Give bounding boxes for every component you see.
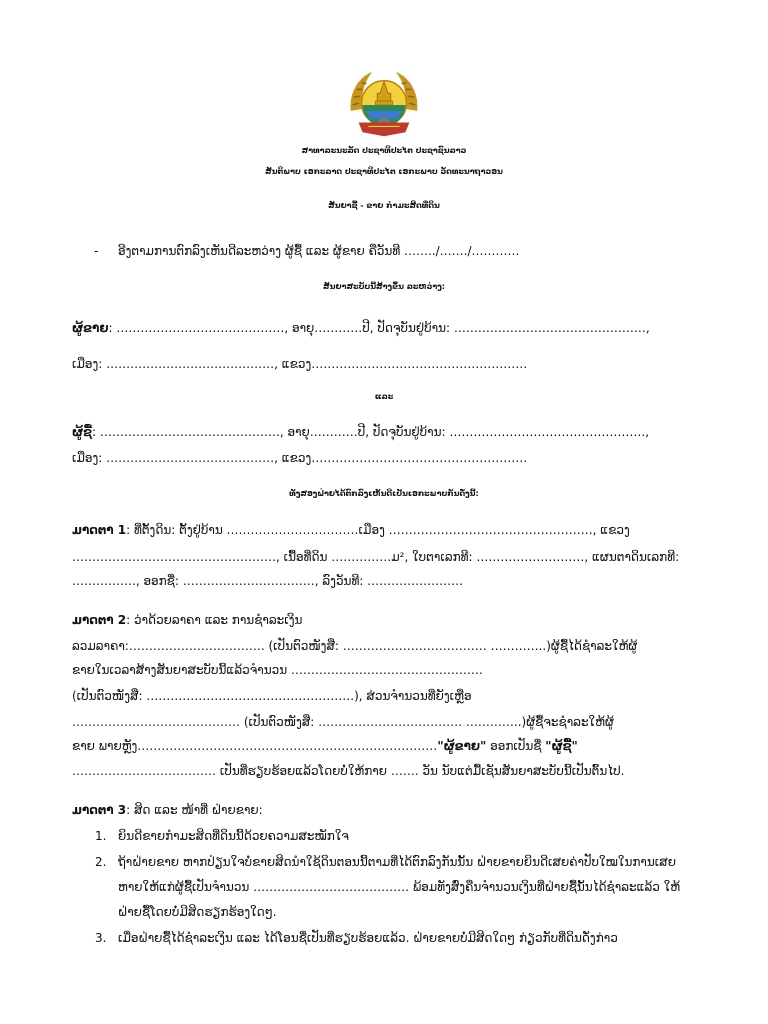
list-item-2-line-1: ຖ້າຝ່າຍຂາຍ ຫາກປ່ຽນໃຈບໍ່ຂາຍສິດນຳໃຊ້ດິນຕອນນີ້ຕາມທີ່ໄດ້ຕົກລົງກັນນັ້ນ ຝ່າຍຂາຍຍິນດີເສຍຄ່າປັບໃໝໃນການເສຍ	[118, 855, 676, 869]
buyer-label: ຜູ້ຊື້	[72, 425, 92, 439]
article-2-line-6: ……………………………… ເປັນທີ່ຮຽບຮ້ອຍແລ້ວໂດຍບໍ່ໃຫ້ກາຍ ……. ວັນ ນັບແຕ່ມື້ເຊັນສັນຍາສະບັບນີ້ເປັນຕົ້ນໄປ.	[72, 764, 625, 778]
article-2-label: ມາດຕາ 2	[72, 613, 127, 627]
buyer-quoted: "ຜູ້ຊື້"	[545, 739, 578, 753]
article-3-label: ມາດຕາ 3	[72, 803, 127, 817]
article-1-line-1: ມາດຕາ 1: ທີ່ຕັ້ງດິນ: ຕັ້ງຢູ່ບ້ານ ……………………………ເມືອງ ……………………………………………, ແຂວງ	[72, 523, 630, 537]
seller-details: : ……………………………………, ອາຍຸ…………ປີ, ປັດຈຸບັນຢູ່ບ້ານ: …………………………………………,	[108, 321, 650, 335]
and-separator: ແລະ	[374, 392, 394, 401]
article-2-line-2: ຂາຍໃນເວລາສ້າງສັນຍາສະບັບນີ້ແລ້ວຈຳນວນ …………………………………………	[72, 663, 483, 677]
list-item-2-line-3: ຝ່າຍຊື້ໂດຍບໍ່ມີສິດຮຽກຮ້ອງໃດໆ.	[118, 905, 277, 919]
agreement-heading: ທັງສອງຝ່າຍໄດ້ຕົກລົງເຫັນດີເປັນເອກະພາບກັນດັ່ງນີ້:	[289, 489, 479, 498]
article-3-heading: ມາດຕາ 3: ສິດ ແລະ ໜ້າທີ່ ຝ່າຍຂາຍ:	[72, 803, 263, 817]
list-item-number: 1.	[95, 829, 107, 843]
article-1-line-2: ……………………………………………, ເນື້ອທີ່ດິນ ……………ມ², ໃບຕາເລກທີ: ………………………, ແຜນຕາດິນເລກທີ:	[72, 550, 680, 564]
article-1-line-3: ……………., ອອກຊື່: ……………………………, ລົງວັນທີ: ……………………	[72, 574, 464, 588]
made-between-heading: ສັນຍາສະບັບນີ້ສ້າງຂຶ້ນ ລະຫວ່າງ:	[323, 282, 445, 291]
article-1-label: ມາດຕາ 1	[72, 523, 127, 537]
buyer-line-2: ເມືອງ: ……………………………………, ແຂວງ………………………………………………	[72, 451, 528, 465]
list-item-3: ເມື່ອຝ່າຍຊື້ໄດ້ຊຳລະເງິນ ແລະ ໄດ້ໂອນຊື່ເປັນທີ່ຮຽບຮ້ອຍແລ້ວ. ຝ່າຍຂາຍບໍ່ມີສິດໃດໆ ກ່ຽວກັບທີ່ດິນດັ່ງກ່າວ	[118, 931, 618, 945]
list-item-number: 3.	[95, 931, 107, 945]
national-emblem	[345, 66, 423, 144]
seller-quoted: "ຜູ້ຂາຍ"	[437, 739, 487, 753]
article-2-line-3: (ເປັນຕົວໜັງສື: …………………………………………….), ສ່ວນຈຳນວນທີ່ຍັງເຫຼືອ	[72, 689, 472, 703]
seller-line-1	[72, 321, 650, 335]
list-item-2-line-2: ຫາຍໃຫ້ແກ່ຜູ້ຊື້ເປັນຈຳນວນ ………………………………… ພ້ອມທັງສົ່ງຄືນຈຳນວນເງິນທີ່ຝ່າຍຊື້ນັ້ນໄດ້ຊຳລະແລ້ວ ໃຫ້	[118, 880, 681, 894]
list-item-number: 2.	[95, 855, 107, 869]
article-2-heading: ມາດຕາ 2: ວ່າດ້ວຍລາຄາ ແລະ ການຊຳລະເງິນ	[72, 613, 303, 627]
document-title: ສັນຍາຊື້ - ຂາຍ ກຳມະສິດທີ່ດິນ	[328, 201, 440, 210]
article-2-line-4: …………………………………… (ເປັນຕົວໜັງສື: ……………………………… …………..)ຜູ້ຊື້ຈະຊຳລະໃຫ້ຜູ້	[72, 715, 614, 729]
list-item-1: ຍິນດີຂາຍກຳມະສິດທີ່ດິນນີ້ດ້ວຍຄວາມສະໝັກໃຈ	[118, 829, 349, 843]
buyer-line-1	[72, 425, 649, 439]
buyer-details: : ………………………………………, ອາຍຸ…………ປີ, ປັດຈຸບັນຢູ່ບ້ານ: ………………………………………….,	[92, 425, 650, 439]
seller-line-2: ເມືອງ: ……………………………………, ແຂວງ………………………………………………	[72, 357, 528, 371]
intro-dash: -	[94, 244, 99, 258]
country-name: ສາທາລະນະລັດ ປະຊາທິປະໄຕ ປະຊາຊົນລາວ	[301, 146, 467, 155]
national-motto: ສັນຕິພາບ ເອກະລາດ ປະຊາທິປະໄຕ ເອກະພາບ ວັດທະນາຖາວອນ	[265, 167, 503, 176]
article-2-line-1: ລວມລາຄາ:……………………………. (ເປັນຕົວໜັງສື: ……………………………… …………..)ຜູ້ຊື້ໄດ້ຊຳລະໃຫ້ຜູ້	[72, 639, 638, 653]
seller-label: ຜູ້ຂາຍ	[72, 321, 109, 335]
intro-text: ອີງຕາມການຕົກລົງເຫັນດີລະຫວ່າງ ຜູ້ຊື້ ແລະ ຜູ້ຂາຍ ຄືວັນທີ ……../……./…………	[118, 244, 520, 258]
article-2-line-5: ຂາຍ ພາຍຫຼັງ…………………………………………………………………"ຜູ້ຂາຍ" ອອກເປັນຊື່ "ຜູ້ຊື້"	[72, 739, 578, 753]
